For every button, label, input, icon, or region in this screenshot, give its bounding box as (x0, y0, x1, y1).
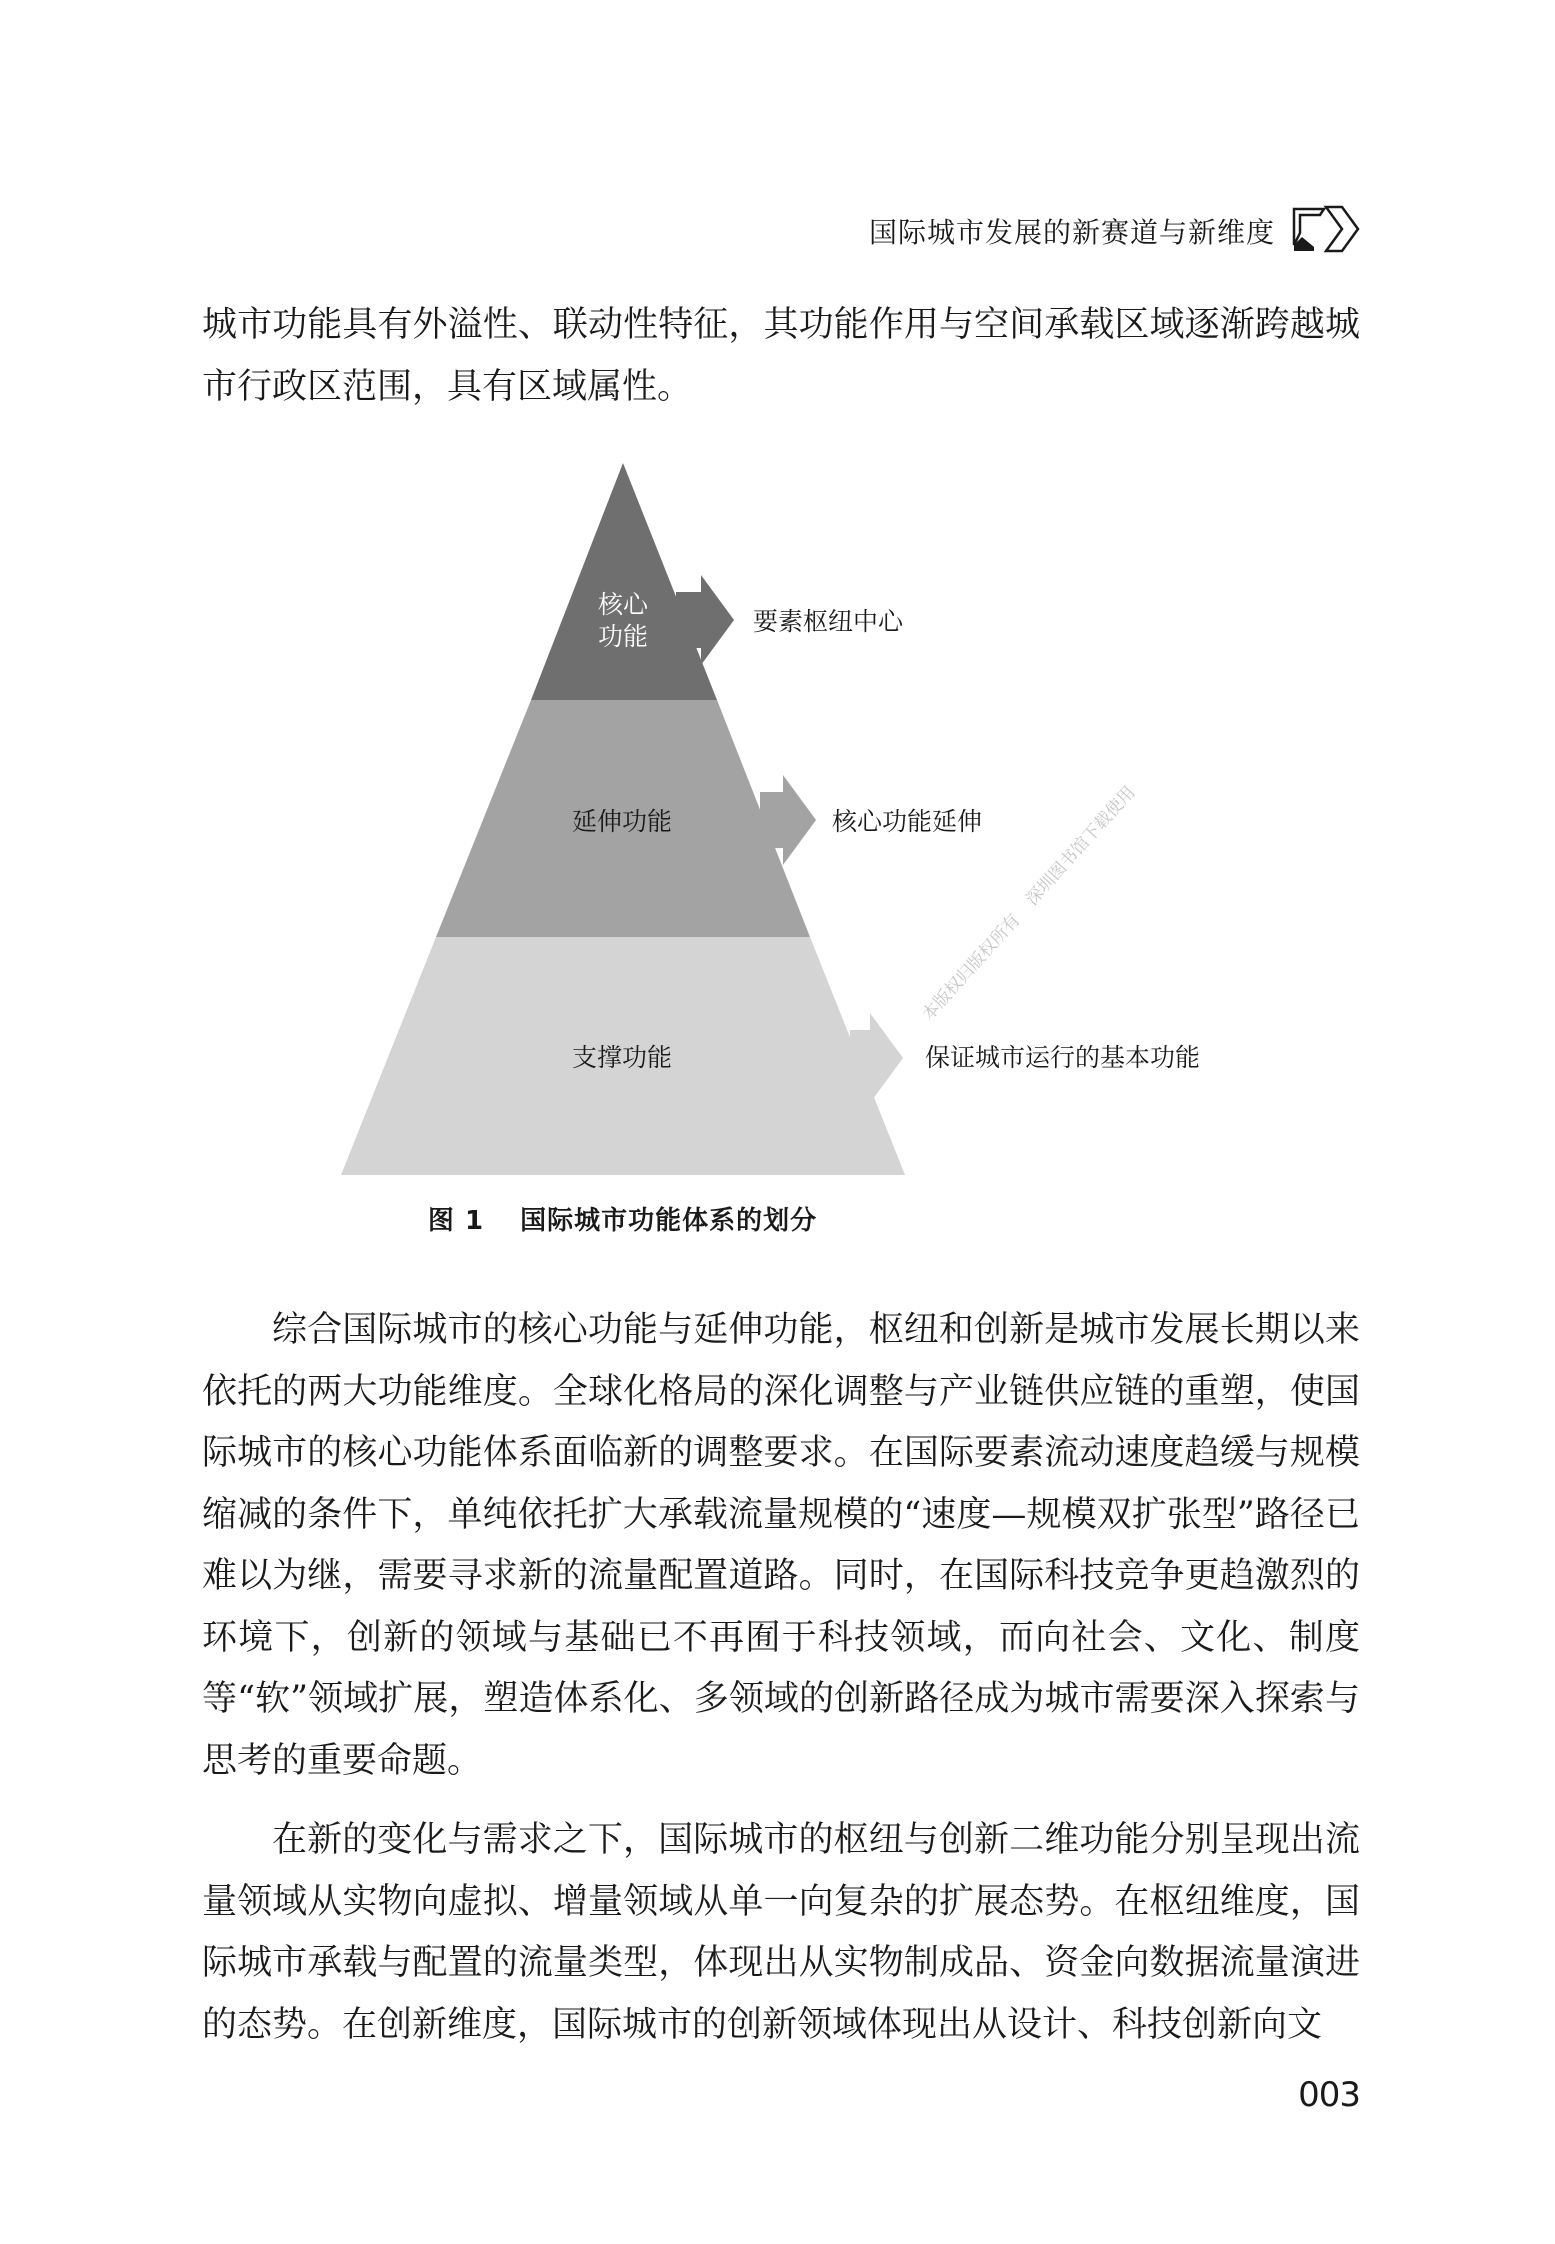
intro-paragraph: 城市功能具有外溢性、联动性特征，其功能作用与空间承载区域逐渐跨越城市行政区范围，具有区域属性。 (202, 305, 1360, 407)
arrow-label-extension: 核心功能延伸 (832, 807, 983, 836)
arrow-label-core: 要素枢纽中心 (753, 607, 904, 636)
watermark-line-2: 深圳图书馆下载使用 (1022, 782, 1140, 910)
tier-label-core-line2: 功能 (597, 622, 649, 651)
figure-caption (0, 1200, 1245, 1237)
figure-number: 图 1 (427, 1206, 485, 1236)
running-header-title: 国际城市发展的新赛道与新维度 (868, 216, 1275, 249)
tier-label-extension: 延伸功能 (571, 807, 673, 836)
pyramid-tier-core (531, 463, 717, 700)
figure-caption-text: 国际城市功能体系的划分 (520, 1206, 818, 1236)
tier-label-core-line1: 核心 (597, 590, 649, 619)
arrow-label-support: 保证城市运行的基本功能 (925, 1043, 1201, 1072)
body-paragraph-2: 在新的变化与需求之下，国际城市的枢纽与创新二维功能分别呈现出流量领域从实物向虚拟、增量领域从单一向复杂的扩展态势。在枢纽维度，国际城市承载与配置的流量类型，体现出从实物制成品、资金向数据流量演进的态势。在创新维度，国际城市的创新领域体现出从设计、科技创新向文 (202, 1820, 1360, 2045)
tier-label-support: 支撑功能 (571, 1043, 673, 1072)
page-number: 003 (1298, 2075, 1360, 2115)
watermark-line-1: 本版权归版权所有 (918, 910, 1025, 1025)
body-paragraph-1: 综合国际城市的核心功能与延伸功能，枢纽和创新是城市发展长期以来依托的两大功能维度。全球化格局的深化调整与产业链供应链的重塑，使国际城市的核心功能体系面临新的调整要求。在国际要素流动速度趋缓与规模缩减的条件下，单纯依托扩大承载流量规模的“速度—规模双扩张型”路径已难以为继，需要寻求新的流量配置道路。同时，在国际科技竞争更趋激烈的环境下，创新的领域与基础已不再囿于科技领域，而向社会、文化、制度等“软”领域扩展，塑造体系化、多领域的创新路径成为城市需要深入探索与思考的重要命题。 (202, 1310, 1360, 1781)
